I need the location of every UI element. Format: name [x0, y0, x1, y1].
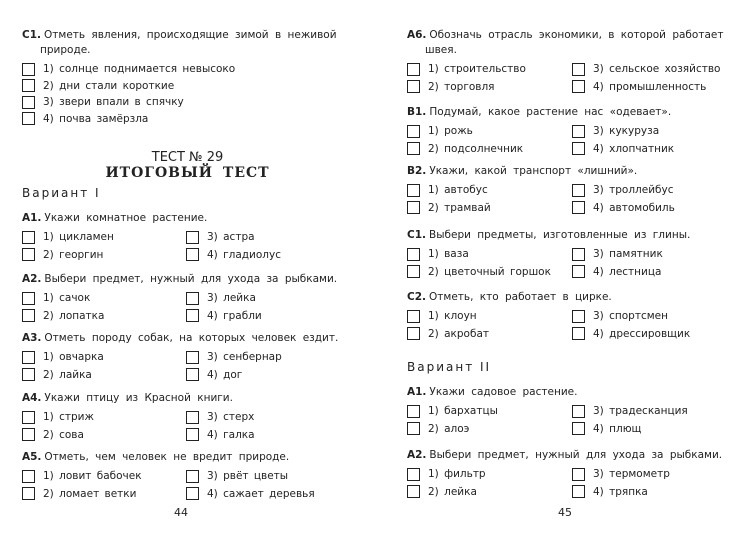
answer-checkbox[interactable] [407, 468, 420, 481]
answer-option-label: 2) сова [43, 428, 84, 441]
question-number: А6. [407, 29, 427, 41]
answer-checkbox[interactable] [186, 368, 199, 381]
answer-option-label: 4) почва замёрзла [43, 112, 149, 125]
answer-checkbox[interactable] [407, 63, 420, 76]
answer-option[interactable] [22, 350, 104, 364]
answer-checkbox[interactable] [407, 422, 420, 435]
answer-checkbox[interactable] [186, 248, 199, 261]
answer-checkbox[interactable] [22, 411, 35, 424]
answer-option-label: 3) памятник [593, 248, 663, 260]
question-text [22, 28, 357, 58]
question-prompt: Выбери предмет, нужный для ухода за рыбками. [44, 273, 338, 285]
answer-option-label: 3) термометр [593, 468, 670, 480]
answer-option[interactable] [186, 469, 288, 483]
answer-checkbox[interactable] [186, 428, 199, 441]
answer-option[interactable] [407, 309, 477, 323]
answer-checkbox[interactable] [407, 265, 420, 278]
answer-option[interactable] [407, 327, 489, 341]
answer-option-label: 3) лейка [207, 292, 256, 304]
answer-option[interactable] [572, 404, 688, 418]
answer-option[interactable] [572, 327, 690, 341]
answer-checkbox[interactable] [572, 327, 585, 340]
answer-checkbox[interactable] [22, 96, 35, 109]
answer-checkbox[interactable] [572, 80, 585, 93]
answer-option-label: 2) трамвай [428, 201, 491, 214]
answer-option[interactable] [407, 201, 491, 215]
test-number-heading: ТЕСТ № 29 [151, 150, 224, 165]
answer-option-label: 2) подсолнечник [428, 142, 524, 155]
page-number: 45 [558, 506, 572, 519]
answer-option[interactable] [407, 183, 488, 197]
right-page [375, 0, 750, 540]
variant-heading: Вариант I [22, 186, 101, 200]
answer-option[interactable] [22, 410, 94, 424]
answer-option[interactable] [186, 291, 256, 305]
answer-checkbox[interactable] [22, 79, 35, 92]
answer-option-label: 4) грабли [207, 309, 262, 322]
answer-option-label: 1) клоун [428, 310, 477, 322]
answer-option-label: 3) кукуруза [593, 125, 660, 137]
answer-option[interactable] [22, 230, 114, 244]
question-number: А1. [407, 386, 427, 398]
answer-checkbox[interactable] [22, 231, 35, 244]
answer-option[interactable] [407, 485, 477, 499]
answer-option[interactable] [186, 230, 255, 244]
answer-option[interactable] [572, 247, 663, 261]
answer-checkbox[interactable] [572, 468, 585, 481]
question-text [407, 448, 742, 463]
answer-option-label: 1) сачок [43, 292, 91, 304]
answer-option-label: 3) спортсмен [593, 310, 668, 322]
answer-option[interactable] [572, 124, 659, 138]
answer-option-label: 1) автобус [428, 184, 488, 196]
answer-option-label: 4) промышленность [593, 80, 707, 93]
question-prompt: Укажи птицу из Красной книги. [44, 392, 233, 404]
question-prompt-continued: швея. [425, 44, 457, 56]
answer-option[interactable] [572, 467, 670, 481]
answer-checkbox[interactable] [572, 142, 585, 155]
question-number: А2. [407, 449, 427, 461]
answer-checkbox[interactable] [186, 351, 199, 364]
answer-checkbox[interactable] [407, 485, 420, 498]
question-prompt: Выбери предмет, нужный для ухода за рыбками. [429, 449, 723, 461]
answer-option-label: 4) гладиолус [207, 248, 281, 261]
question-text [22, 450, 357, 465]
answer-checkbox[interactable] [22, 351, 35, 364]
answer-checkbox[interactable] [572, 310, 585, 323]
answer-option-label: 3) сельское хозяйство [593, 63, 721, 75]
answer-option[interactable] [22, 291, 90, 305]
answer-checkbox[interactable] [186, 231, 199, 244]
answer-option[interactable] [22, 487, 136, 501]
answer-option-label: 2) цветочный горшок [428, 265, 551, 278]
answer-option[interactable] [572, 142, 674, 156]
answer-checkbox[interactable] [572, 184, 585, 197]
answer-checkbox[interactable] [22, 428, 35, 441]
answer-option-label: 4) сажает деревья [207, 487, 315, 500]
answer-option[interactable] [22, 248, 103, 262]
answer-option-label: 4) дог [207, 368, 243, 381]
answer-option[interactable] [407, 124, 473, 138]
answer-option-label: 4) плющ [593, 422, 642, 435]
question-number: В2. [407, 165, 427, 177]
answer-option[interactable] [186, 487, 315, 501]
answer-option-label: 2) алоэ [428, 422, 470, 435]
question-number: С1. [407, 229, 427, 241]
answer-option[interactable] [407, 62, 526, 76]
answer-option-label: 2) дни стали короткие [43, 79, 175, 92]
answer-checkbox[interactable] [407, 125, 420, 138]
answer-option-label: 4) галка [207, 428, 255, 441]
answer-option[interactable] [186, 428, 255, 442]
question-text [407, 385, 742, 400]
question-number: С1. [22, 29, 42, 41]
answer-checkbox[interactable] [186, 411, 199, 424]
question-prompt: Подумай, какое растение нас «одевает». [429, 106, 672, 118]
question-number: А3. [22, 332, 42, 344]
question-text [22, 211, 357, 226]
test-title-heading: ИТОГОВЫЙ ТЕСТ [105, 165, 270, 181]
answer-checkbox[interactable] [572, 63, 585, 76]
answer-option-label: 3) сенбернар [207, 351, 282, 363]
question-number: А2. [22, 273, 42, 285]
answer-option[interactable] [572, 309, 668, 323]
answer-checkbox[interactable] [407, 310, 420, 323]
question-text [407, 290, 742, 305]
question-prompt-continued: природе. [40, 44, 91, 56]
question-number: В1. [407, 106, 427, 118]
answer-option-label: 1) бархатцы [428, 405, 498, 417]
question-text [22, 391, 357, 406]
answer-option-label: 2) лайка [43, 368, 92, 381]
answer-option-label: 4) автомобиль [593, 201, 675, 214]
answer-option[interactable] [186, 248, 281, 262]
answer-option[interactable] [22, 368, 92, 382]
answer-option[interactable] [572, 422, 641, 436]
answer-checkbox[interactable] [186, 487, 199, 500]
question-prompt: Укажи, какой транспорт «лишний». [429, 165, 638, 177]
answer-checkbox[interactable] [407, 327, 420, 340]
question-prompt: Отметь явления, происходящие зимой в неживой [44, 29, 337, 41]
answer-option-label: 3) стерх [207, 411, 255, 423]
answer-option-label: 3) троллейбус [593, 184, 674, 196]
answer-option-label: 1) фильтр [428, 468, 486, 480]
answer-checkbox[interactable] [22, 63, 35, 76]
question-prompt: Выбери предметы, изготовленные из глины. [429, 229, 691, 241]
answer-option[interactable] [572, 62, 720, 76]
question-text [407, 228, 742, 243]
question-text [407, 28, 742, 58]
answer-option[interactable] [22, 79, 174, 93]
answer-option[interactable] [407, 247, 469, 261]
answer-option-label: 1) ваза [428, 248, 469, 260]
answer-option-label: 1) строительство [428, 63, 526, 75]
answer-checkbox[interactable] [22, 292, 35, 305]
answer-checkbox[interactable] [572, 265, 585, 278]
answer-option-label: 2) акробат [428, 327, 490, 340]
answer-checkbox[interactable] [572, 422, 585, 435]
answer-checkbox[interactable] [22, 487, 35, 500]
answer-option-label: 1) стриж [43, 411, 94, 423]
answer-checkbox[interactable] [407, 201, 420, 214]
question-text [22, 272, 357, 287]
answer-checkbox[interactable] [22, 248, 35, 261]
question-number: А1. [22, 212, 42, 224]
question-number: А4. [22, 392, 42, 404]
question-prompt: Обозначь отрасль экономики, в которой работает [429, 29, 724, 41]
question-prompt: Укажи комнатное растение. [44, 212, 208, 224]
question-prompt: Отметь породу собак, на которых человек ездит. [44, 332, 339, 344]
answer-option-label: 4) хлопчатник [593, 142, 675, 155]
answer-option[interactable] [186, 368, 242, 382]
question-prompt: Укажи садовое растение. [429, 386, 578, 398]
answer-option-label: 3) традесканция [593, 405, 688, 417]
answer-option-label: 2) лейка [428, 485, 477, 498]
answer-checkbox[interactable] [22, 112, 35, 125]
answer-option[interactable] [22, 62, 235, 76]
answer-option-label: 2) лопатка [43, 309, 105, 322]
question-text [407, 164, 742, 179]
answer-option[interactable] [22, 469, 142, 483]
answer-checkbox[interactable] [572, 201, 585, 214]
answer-option[interactable] [572, 265, 661, 279]
answer-option-label: 1) цикламен [43, 231, 114, 243]
answer-option-label: 1) ловит бабочек [43, 470, 142, 482]
answer-checkbox[interactable] [572, 248, 585, 261]
answer-option-label: 1) овчарка [43, 351, 104, 363]
answer-option-label: 3) звери впали в спячку [43, 96, 184, 108]
answer-checkbox[interactable] [572, 125, 585, 138]
answer-checkbox[interactable] [22, 368, 35, 381]
answer-option[interactable] [22, 428, 84, 442]
answer-option-label: 4) тряпка [593, 485, 648, 498]
answer-checkbox[interactable] [407, 142, 420, 155]
answer-checkbox[interactable] [22, 309, 35, 322]
answer-checkbox[interactable] [572, 485, 585, 498]
answer-checkbox[interactable] [407, 248, 420, 261]
answer-option[interactable] [22, 95, 184, 109]
answer-checkbox[interactable] [572, 405, 585, 418]
answer-option[interactable] [407, 80, 494, 94]
answer-checkbox[interactable] [407, 405, 420, 418]
answer-option[interactable] [186, 350, 282, 364]
answer-option-label: 4) лестница [593, 265, 662, 278]
answer-option[interactable] [572, 485, 648, 499]
answer-option-label: 3) рвёт цветы [207, 470, 289, 482]
answer-checkbox[interactable] [186, 309, 199, 322]
answer-option[interactable] [407, 142, 523, 156]
question-number: С2. [407, 291, 427, 303]
answer-option-label: 4) дрессировщик [593, 327, 691, 340]
answer-option-label: 2) ломает ветки [43, 487, 137, 500]
answer-option[interactable] [407, 265, 551, 279]
variant-heading: Вариант II [407, 360, 492, 374]
answer-checkbox[interactable] [407, 184, 420, 197]
answer-option-label: 1) солнце поднимается невысоко [43, 63, 236, 75]
answer-option[interactable] [407, 467, 486, 481]
question-text [407, 105, 742, 120]
question-prompt: Отметь, чем человек не вредит природе. [44, 451, 290, 463]
answer-option[interactable] [572, 201, 675, 215]
answer-checkbox[interactable] [186, 470, 199, 483]
answer-checkbox[interactable] [186, 292, 199, 305]
answer-option-label: 2) торговля [428, 80, 495, 93]
page-number: 44 [174, 506, 188, 519]
answer-option[interactable] [572, 80, 706, 94]
answer-option-label: 3) астра [207, 231, 255, 243]
answer-checkbox[interactable] [407, 80, 420, 93]
answer-option[interactable] [186, 309, 262, 323]
answer-option[interactable] [407, 404, 498, 418]
question-text [22, 331, 357, 346]
question-number: А5. [22, 451, 42, 463]
answer-option[interactable] [572, 183, 674, 197]
answer-option-label: 1) рожь [428, 125, 473, 137]
question-prompt: Отметь, кто работает в цирке. [429, 291, 612, 303]
answer-option[interactable] [407, 422, 469, 436]
answer-option[interactable] [22, 309, 104, 323]
answer-option-label: 2) георгин [43, 248, 104, 261]
answer-option[interactable] [22, 112, 148, 126]
answer-checkbox[interactable] [22, 470, 35, 483]
answer-option[interactable] [186, 410, 254, 424]
